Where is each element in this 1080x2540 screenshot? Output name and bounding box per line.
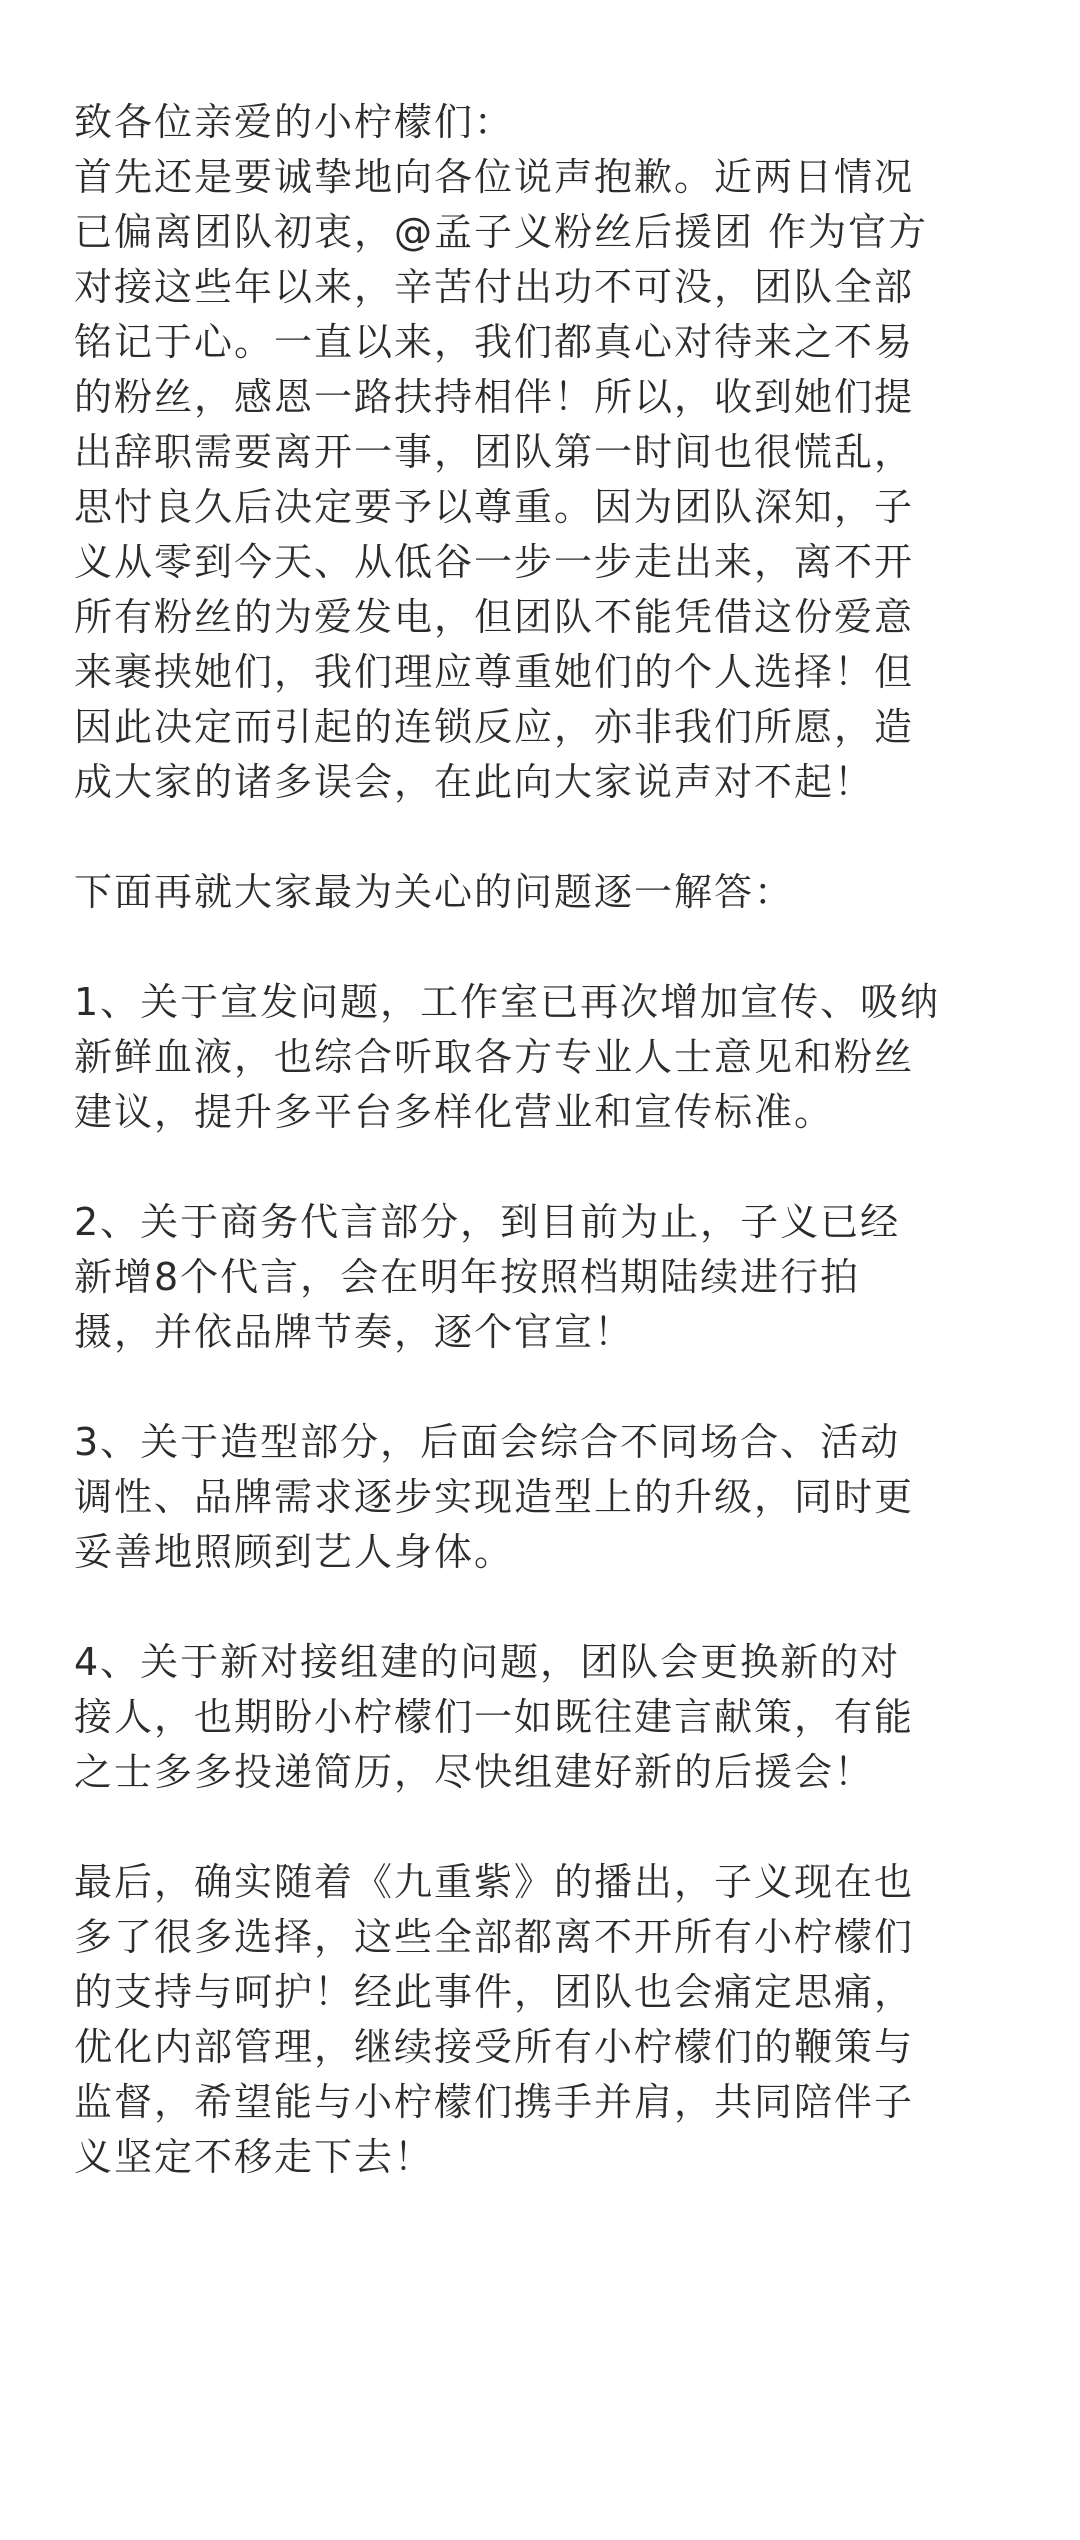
closing-paragraph: [74, 1855, 1034, 2185]
answer-item-4: [74, 1635, 1034, 1800]
answer-item-1: [74, 975, 1034, 1140]
paragraph-spacer: [74, 920, 1034, 975]
paragraph-line: 出辞职需要离开一事，团队第一时间也很慌乱，: [74, 430, 915, 474]
answer-line: 建议，提升多平台多样化营业和宣传标准。: [74, 1090, 835, 1134]
paragraph-line: 已偏离团队初衷，@孟子义粉丝后援团 作为官方: [74, 210, 929, 254]
closing-line: 监督，希望能与小柠檬们携手并肩，共同陪伴子: [74, 2080, 915, 2124]
paragraph-line: 首先还是要诚挚地向各位说声抱歉。近两日情况: [74, 155, 915, 199]
paragraph-line: 铭记于心。一直以来，我们都真心对待来之不易: [74, 320, 915, 364]
closing-line: 最后，确实随着《九重紫》的播出，子义现在也: [74, 1860, 915, 1904]
answers-intro-line: 下面再就大家最为关心的问题逐一解答：: [74, 870, 795, 914]
paragraph-spacer: [74, 1140, 1034, 1195]
greeting-line: 致各位亲爱的小柠檬们：: [74, 100, 515, 144]
answer-line: 新鲜血液，也综合听取各方专业人士意见和粉丝: [74, 1035, 915, 1079]
answer-line: 4、关于新对接组建的问题，团队会更换新的对: [74, 1640, 901, 1684]
closing-line: 优化内部管理，继续接受所有小柠檬们的鞭策与: [74, 2025, 915, 2069]
paragraph-spacer: [74, 1580, 1034, 1635]
closing-line: 的支持与呵护！经此事件，团队也会痛定思痛，: [74, 1970, 915, 2014]
letter-body: [74, 95, 1034, 2185]
answer-item-2: [74, 1195, 1034, 1360]
closing-line: 多了很多选择，这些全部都离不开所有小柠檬们: [74, 1915, 915, 1959]
answer-line: 新增8个代言，会在明年按照档期陆续进行拍: [74, 1255, 861, 1299]
paragraph-line: 的粉丝，感恩一路扶持相伴！所以，收到她们提: [74, 375, 915, 419]
paragraph-line: 成大家的诸多误会，在此向大家说声对不起！: [74, 760, 875, 804]
answer-line: 之士多多投递简历，尽快组建好新的后援会！: [74, 1750, 875, 1794]
paragraph-spacer: [74, 1360, 1034, 1415]
paragraph-line: 义从零到今天、从低谷一步一步走出来，离不开: [74, 540, 915, 584]
answer-line: 接人，也期盼小柠檬们一如既往建言献策，有能: [74, 1695, 915, 1739]
answer-line: 1、关于宣发问题，工作室已再次增加宣传、吸纳: [74, 980, 941, 1024]
paragraph-line: 思忖良久后决定要予以尊重。因为团队深知，子: [74, 485, 915, 529]
paragraph-spacer: [74, 810, 1034, 865]
answer-line: 调性、品牌需求逐步实现造型上的升级，同时更: [74, 1475, 915, 1519]
paragraph-line: 所有粉丝的为爱发电，但团队不能凭借这份爱意: [74, 595, 915, 639]
paragraph-spacer: [74, 1800, 1034, 1855]
answer-line: 3、关于造型部分，后面会综合不同场合、活动: [74, 1420, 901, 1464]
answer-line: 妥善地照顾到艺人身体。: [74, 1530, 515, 1574]
paragraph-line: 对接这些年以来，辛苦付出功不可没，团队全部: [74, 265, 915, 309]
paragraph-line: 因此决定而引起的连锁反应，亦非我们所愿，造: [74, 705, 915, 749]
answer-item-3: [74, 1415, 1034, 1580]
paragraph-line: 来裹挟她们，我们理应尊重她们的个人选择！但: [74, 650, 915, 694]
answer-line: 摄，并依品牌节奏，逐个官宣！: [74, 1310, 635, 1354]
apology-paragraph: [74, 150, 1034, 810]
answer-line: 2、关于商务代言部分，到目前为止，子义已经: [74, 1200, 901, 1244]
closing-line: 义坚定不移走下去！: [74, 2135, 435, 2179]
